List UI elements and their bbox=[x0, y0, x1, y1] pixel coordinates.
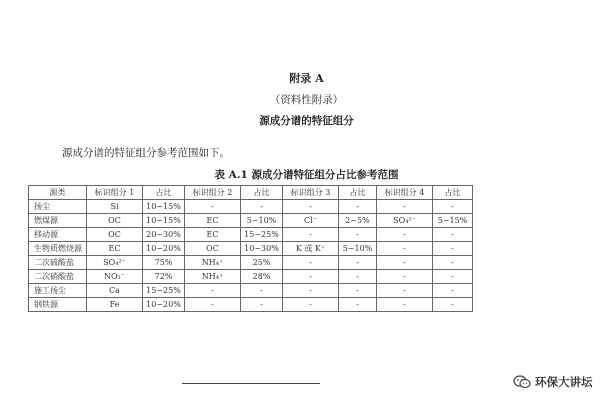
table-cell: - bbox=[377, 270, 433, 284]
table-caption: 表 A.1 源成分谱特征组分占比参考范围 bbox=[214, 169, 399, 181]
table-cell: - bbox=[377, 298, 433, 312]
table-cell: - bbox=[433, 242, 473, 256]
table-cell: 二次硫酸盐 bbox=[29, 256, 87, 270]
table-cell: 5~15% bbox=[433, 214, 473, 228]
table-cell: 施工扬尘 bbox=[29, 284, 87, 298]
header-cell: 源类 bbox=[29, 186, 87, 200]
wechat-icon bbox=[513, 375, 531, 389]
table-row bbox=[29, 214, 473, 228]
table-cell: - bbox=[283, 200, 339, 214]
header-cell: 占比 bbox=[241, 186, 283, 200]
table-cell: - bbox=[339, 298, 377, 312]
table-cell: 5~10% bbox=[241, 214, 283, 228]
table-cell: Fe bbox=[87, 298, 143, 312]
table-row bbox=[29, 242, 473, 256]
table-cell: OC bbox=[87, 228, 143, 242]
table-cell: NH₄⁺ bbox=[185, 256, 241, 270]
table-row bbox=[29, 270, 473, 284]
table-cell: 燃煤源 bbox=[29, 214, 87, 228]
table-cell: - bbox=[377, 200, 433, 214]
header-cell: 标识组分 2 bbox=[185, 186, 241, 200]
table-cell: EC bbox=[185, 228, 241, 242]
table-cell: - bbox=[241, 200, 283, 214]
table-cell: - bbox=[377, 242, 433, 256]
table-cell: 2~5% bbox=[339, 214, 377, 228]
table-cell: 10~20% bbox=[143, 242, 185, 256]
table-cell: EC bbox=[87, 242, 143, 256]
table-cell: - bbox=[339, 200, 377, 214]
table-cell: - bbox=[185, 298, 241, 312]
table-cell: - bbox=[185, 284, 241, 298]
table-cell: - bbox=[433, 228, 473, 242]
intro-paragraph: 源成分谱的特征组分参考范围如下。 bbox=[62, 147, 230, 159]
table-cell: - bbox=[433, 200, 473, 214]
table-cell: - bbox=[339, 228, 377, 242]
table-cell: Cl⁻ bbox=[283, 214, 339, 228]
source-profile-table bbox=[28, 185, 473, 312]
table-cell: Ca bbox=[87, 284, 143, 298]
table-cell: - bbox=[377, 228, 433, 242]
table-cell: OC bbox=[87, 214, 143, 228]
table-cell: NO₃⁻ bbox=[87, 270, 143, 284]
table-cell: - bbox=[339, 270, 377, 284]
table-cell: EC bbox=[185, 214, 241, 228]
table-cell: 10~20% bbox=[143, 298, 185, 312]
table-header-row bbox=[29, 186, 473, 200]
table-cell: 移动源 bbox=[29, 228, 87, 242]
table-cell: 20~30% bbox=[143, 228, 185, 242]
header-cell: 标识组分 4 bbox=[377, 186, 433, 200]
header-cell: 占比 bbox=[143, 186, 185, 200]
table-cell: 扬尘 bbox=[29, 200, 87, 214]
table-cell: - bbox=[241, 298, 283, 312]
table-cell: - bbox=[283, 298, 339, 312]
table-cell: - bbox=[433, 298, 473, 312]
table-cell: K 或 K⁺ bbox=[283, 242, 339, 256]
table-cell: 10~30% bbox=[241, 242, 283, 256]
table-cell: - bbox=[283, 228, 339, 242]
table-cell: - bbox=[339, 284, 377, 298]
table-cell: - bbox=[185, 200, 241, 214]
table-cell: 75% bbox=[143, 256, 185, 270]
table-cell: 钢铁源 bbox=[29, 298, 87, 312]
table-row bbox=[29, 228, 473, 242]
table-cell: - bbox=[433, 284, 473, 298]
footnote-separator bbox=[182, 383, 320, 384]
table-cell: SO₄²⁻ bbox=[87, 256, 143, 270]
table-cell: - bbox=[377, 284, 433, 298]
table-cell: - bbox=[433, 256, 473, 270]
table-cell: OC bbox=[185, 242, 241, 256]
table-cell: 28% bbox=[241, 270, 283, 284]
table-row bbox=[29, 200, 473, 214]
table-cell: 10~15% bbox=[143, 214, 185, 228]
table-cell: 生物质燃烧源 bbox=[29, 242, 87, 256]
table-cell: 10~15% bbox=[143, 200, 185, 214]
table-cell: 二次硝酸盐 bbox=[29, 270, 87, 284]
table-cell: 25% bbox=[241, 256, 283, 270]
header-cell: 标识组分 1 bbox=[87, 186, 143, 200]
watermark bbox=[513, 374, 593, 390]
appendix-title: 附录 A bbox=[289, 72, 324, 85]
header-cell: 占比 bbox=[433, 186, 473, 200]
table-cell: - bbox=[283, 270, 339, 284]
table-cell: - bbox=[283, 284, 339, 298]
table-cell: Si bbox=[87, 200, 143, 214]
table-cell: 15~25% bbox=[241, 228, 283, 242]
watermark-text: 环保大讲坛 bbox=[535, 375, 593, 389]
table-cell: 5~10% bbox=[339, 242, 377, 256]
table-cell: - bbox=[339, 256, 377, 270]
table-row bbox=[29, 298, 473, 312]
header-cell: 占比 bbox=[339, 186, 377, 200]
appendix-heading: 源成分谱的特征组分 bbox=[259, 115, 354, 127]
table-cell: - bbox=[241, 284, 283, 298]
table-cell: - bbox=[283, 256, 339, 270]
header-cell: 标识组分 3 bbox=[283, 186, 339, 200]
table-cell: - bbox=[433, 270, 473, 284]
table-row bbox=[29, 284, 473, 298]
table-cell: NH₄⁺ bbox=[185, 270, 241, 284]
table-cell: - bbox=[377, 256, 433, 270]
table-cell: 15~25% bbox=[143, 284, 185, 298]
table-cell: 72% bbox=[143, 270, 185, 284]
table-cell: SO₄²⁻ bbox=[377, 214, 433, 228]
table-row bbox=[29, 256, 473, 270]
appendix-subtitle: （资料性附录） bbox=[269, 94, 344, 106]
